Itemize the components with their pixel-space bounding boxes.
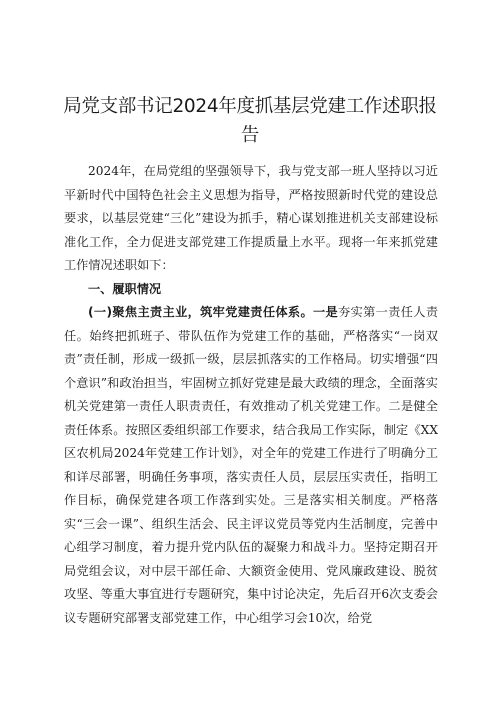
subsection-text: 夯实第一责任人责任。始终把抓班子、带队伍作为党建工作的基础，严格落实“一岗双责”责任制，形成一级抓一级，层层抓落实的工作格局。切实增强“四个意识”和政治担当，牢固树立抓好党建是最大政绩的理念，全面落实机关党建第一责任人职责责任，有效推动了机关党建工作。二是健全责任体系。按照区委组织部工作要求，结合我局工作实际，制定《XX区农机局2024年党建工作计划》，对全年的党建工作进行了明确分工和详尽部署，明确任务事项，落实责任人员，层层压实责任，指明工作目标，确保党建各项工作落到实处。三是落实相关制度。严格落实“三会一课”、组织生活会、民主评议党员等党内生活制度，完善中心组学习制度，着力提升党内队伍的凝聚力和战斗力。坚持定期召开局党组会议，对中层干部任命、大额资金使用、党风廉政建设、脱贫攻坚、等重大事宜进行专题研究，集中讨论决定，先后召开6次支委会议专题研究部署支部党建工作，中心组学习会10次，给党 — [64, 305, 439, 625]
intro-paragraph: 2024年，在局党组的坚强领导下，我与党支部一班人坚持以习近平新时代中国特色社会主义思想为指导，严格按照新时代党的建设总要求，以基层党建“三化”建设为抓手，精心谋划推进机关支部建设标准化工作，全力促进支部党建工作提质量上水平。现将一年来抓党建工作情况述职如下： — [64, 164, 438, 272]
subsection-paragraph — [64, 301, 438, 630]
document-title: 局党支部书记2024年度抓基层党建工作述职报告 — [63, 96, 437, 146]
section-heading-performance: 一、履职情况 — [88, 281, 162, 296]
subsection-lead: (一)聚焦主责主业，筑牢党建责任体系。 — [88, 305, 313, 319]
point-lead: 一是 — [312, 305, 339, 319]
document-body — [64, 160, 438, 630]
